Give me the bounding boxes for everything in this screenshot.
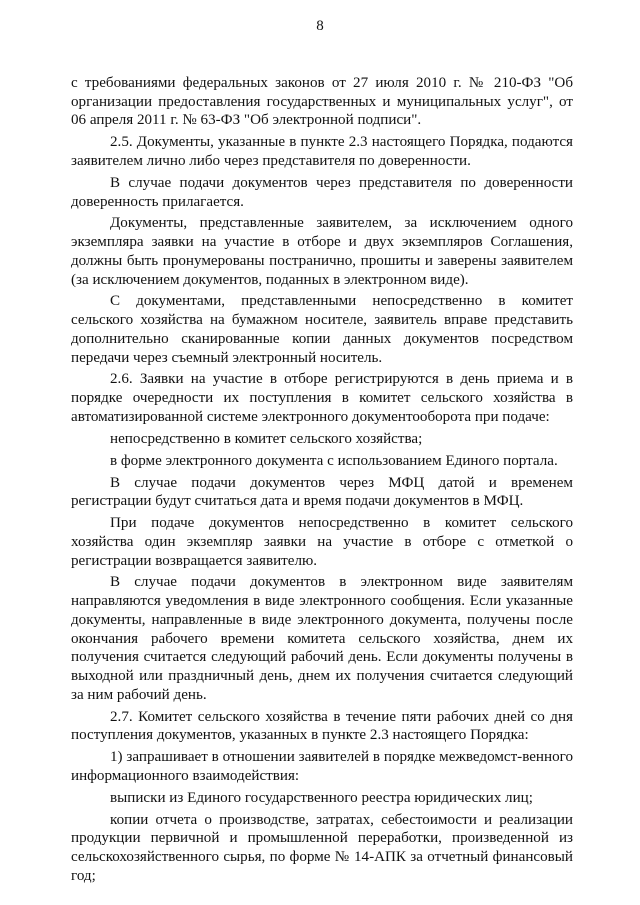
paragraph-8: в форме электронного документа с использованием Единого портала. — [110, 452, 558, 469]
page-number: 8 — [316, 18, 324, 34]
paragraph-10: При подаче документов непосредственно в комитет сельского хозяйства один экземпляр заявки на участие в отборе с отметкой о регистрации возвращается заявителю. — [71, 515, 573, 569]
paragraph-15: копии отчета о производстве, затратах, себестоимости и реализации продукции первичной и промышленной переработки, произведенной из сельскохозяйственного сырья, по форме № 14-АПК за отчетный финансовый год; — [71, 811, 573, 884]
paragraph-13: 1) запрашивает в отношении заявителей в порядке межведомст-венного информационного взаимодействия: — [71, 749, 573, 784]
paragraph-9: В случае подачи документов через МФЦ датой и временем регистрации будут считаться дата и время подачи документов в МФЦ. — [71, 474, 573, 510]
paragraph-3: В случае подачи документов через представителя по доверенности доверенность прилагается. — [71, 174, 573, 210]
paragraph-6: 2.6. Заявки на участие в отборе регистрируются в день приема и в порядке очередности их поступления в комитет сельского хозяйства в автоматизированной системе электронного документооборота при подаче: — [71, 371, 573, 425]
document-body — [71, 74, 573, 889]
paragraph-14: выписки из Единого государственного реестра юридических лиц; — [110, 789, 533, 806]
paragraph-7: непосредственно в комитет сельского хозяйства; — [110, 430, 423, 447]
paragraph-12: 2.7. Комитет сельского хозяйства в течение пяти рабочих дней со дня поступления документов, указанных в пункте 2.3 настоящего Порядка: — [71, 708, 573, 744]
paragraph-5: С документами, представленными непосредственно в комитет сельского хозяйства на бумажном носителе, заявитель вправе представить дополнительно сканированные копии данных документов посредством передачи через съемный электронный носитель. — [71, 293, 573, 366]
paragraph-4: Документы, представленные заявителем, за исключением одного экземпляра заявки на участие в отборе и двух экземпляров Соглашения, должны быть пронумерованы постранично, прошиты и заверены заявителем (за исключением документов, поданных в электронном виде). — [71, 215, 573, 288]
paragraph-2: 2.5. Документы, указанные в пункте 2.3 настоящего Порядка, подаются заявителем лично либо через представителя по доверенности. — [71, 134, 573, 169]
paragraph-1: с требованиями федеральных законов от 27 июля 2010 г. № 210-ФЗ "Об организации предоставления государственных и муниципальных услуг", от 06 апреля 2011 г. № 63-ФЗ "Об электронной подписи". — [71, 75, 573, 129]
paragraph-11: В случае подачи документов в электронном виде заявителям направляются уведомления в виде электронного сообщения. Если указанные документы, направленные в виде электронного документа, получены после окончания рабочего времени комитета сельского хозяйства, днем их получения считается следующий рабочий день. Если документы получены в выходной или праздничный день, днем их получения считается следующий за ним рабочий день. — [71, 574, 573, 703]
